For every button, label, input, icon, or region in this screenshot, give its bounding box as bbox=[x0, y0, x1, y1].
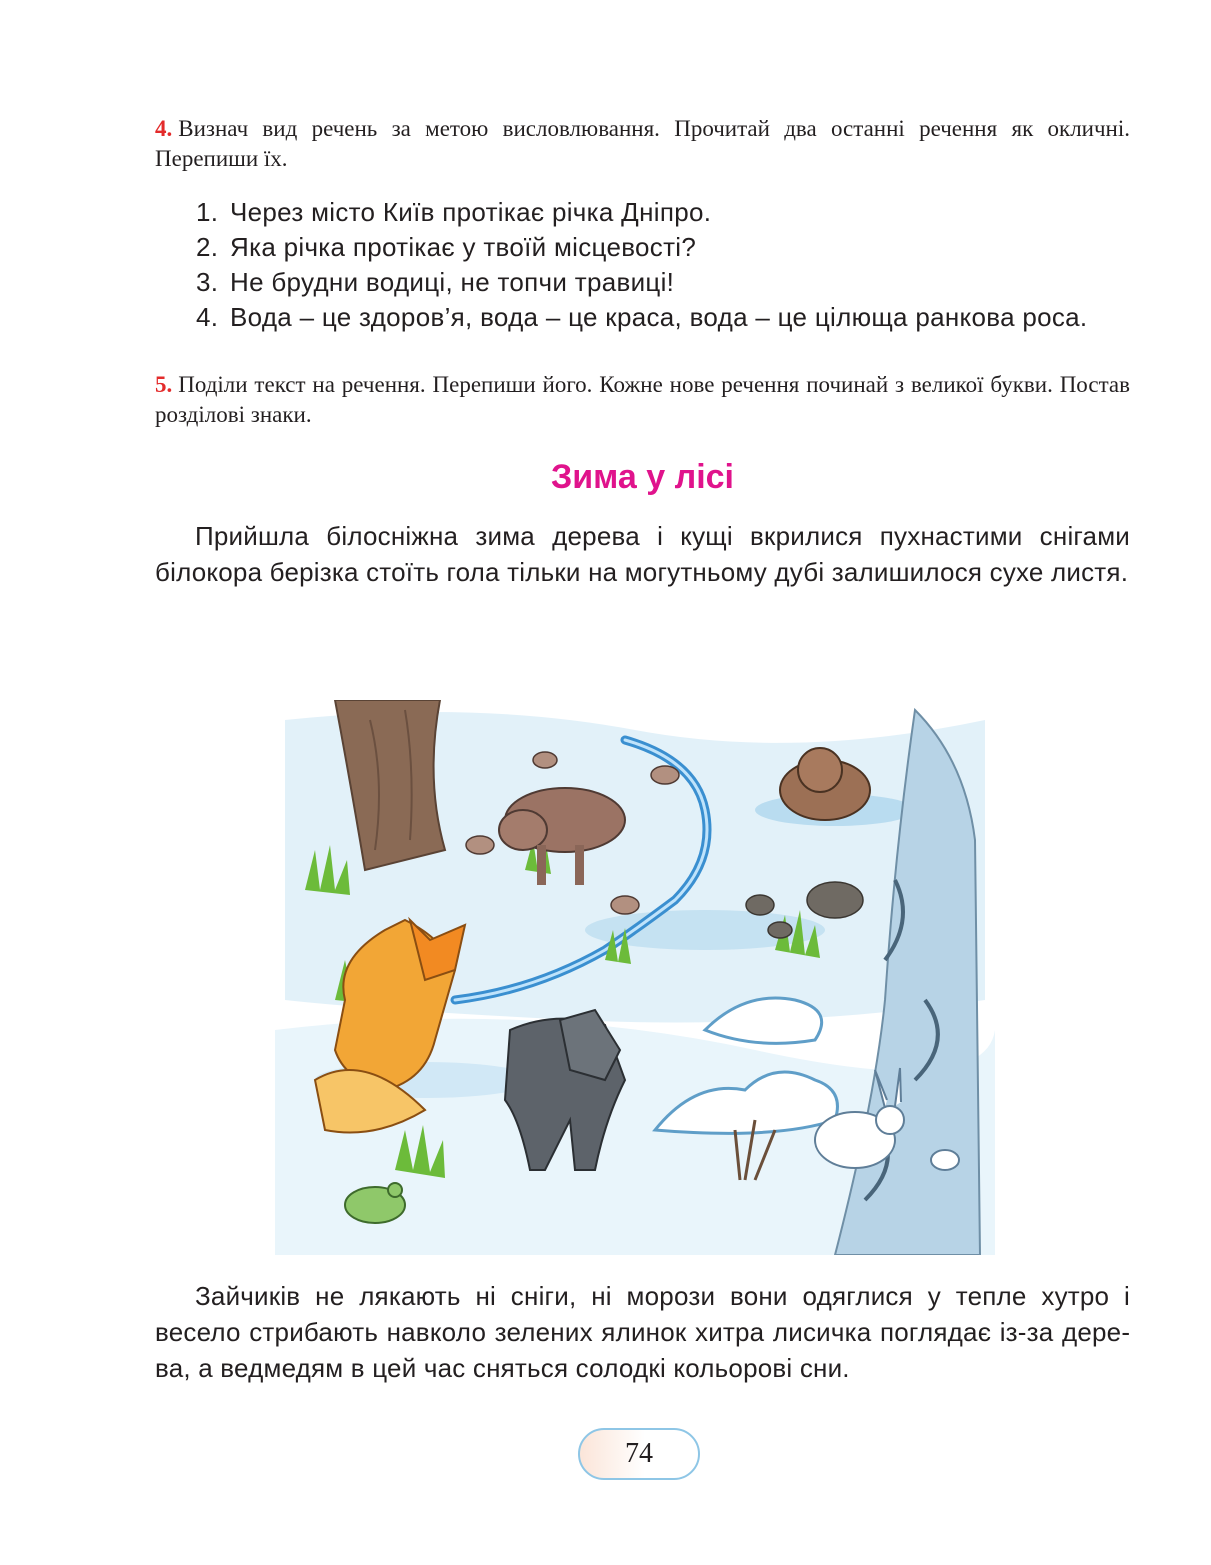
story-paragraph-2: Зайчиків не лякають ні сніги, ні морози вони одяглися у тепле хутро і весело стрибають навколо зелених ялинок хитра лисичка поглядає із-за дерева, а ведмедям в цей час сняться солодкі кольорові сни. bbox=[155, 1281, 1130, 1383]
task-4-text: Визнач вид речень за метою висловлювання. Прочитай два останні речення як окличні. Перепиши їх. bbox=[155, 116, 1130, 171]
task-5 bbox=[155, 370, 1130, 430]
task-4 bbox=[155, 114, 1130, 174]
list-item: 2. Яка річка протікає у твоїй місцевості? bbox=[196, 232, 697, 262]
page-number: 74 bbox=[625, 1438, 653, 1469]
list-item: 4. Вода – це здоров’я, вода – це краса, вода – це цілюща ранкова роса. bbox=[196, 302, 1088, 332]
task-5-number: 5. bbox=[155, 372, 173, 397]
task-5-text: Поділи текст на речення. Перепиши його. Кожне нове речення починай з великої букви. Постав розділові знаки. bbox=[155, 372, 1130, 427]
story-title: Зима у лісі bbox=[550, 458, 734, 496]
story-paragraph-1: Прийшла білосніжна зима дерева і кущі вкрилися пухнастими снігами білокора берізка стоїть гола тільки на могутньому дубі залишилося сухе листя. bbox=[155, 521, 1130, 587]
list-item: 1. Через місто Київ протікає річка Дніпро. bbox=[196, 197, 712, 227]
winter-forest-illustration bbox=[275, 700, 995, 1255]
list-item: 3. Не брудни водиці, не топчи травиці! bbox=[196, 267, 675, 297]
page-number-badge bbox=[578, 1428, 700, 1480]
sentence-list bbox=[196, 195, 1087, 335]
task-4-number: 4. bbox=[155, 116, 173, 141]
